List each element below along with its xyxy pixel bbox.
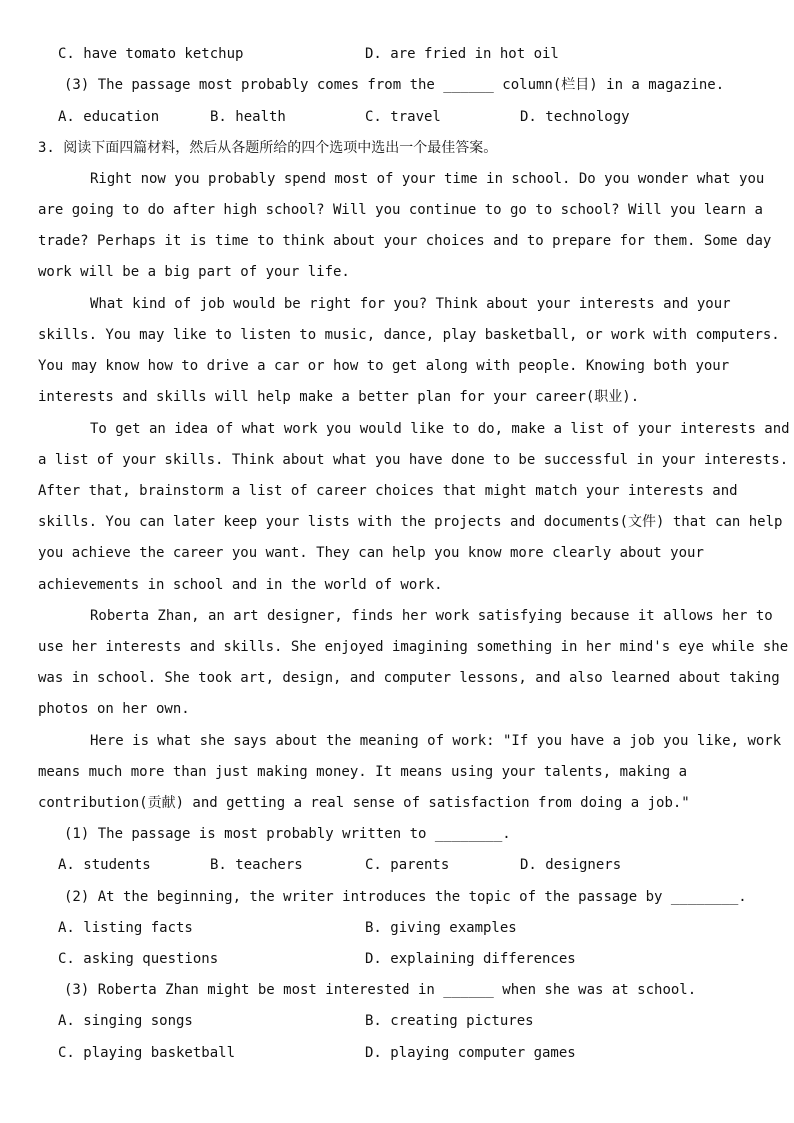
question-3-option-d: D. playing computer games [365, 1045, 576, 1061]
passage-line: Roberta Zhan, an art designer, finds her work satisfying because it allows her to [90, 608, 773, 624]
passage-line: a list of your skills. Think about what you have done to be successful in your interests. [38, 452, 789, 468]
question-1-option-c: C. parents [365, 857, 450, 873]
passage-line: Here is what she says about the meaning of work: "If you have a job you like, work [90, 733, 782, 749]
passage-line: Right now you probably spend most of your time in school. Do you wonder what you [90, 171, 765, 187]
prev-q3-option-a: A. education [58, 109, 160, 125]
passage-line: To get an idea of what work you would like to do, make a list of your interests and [90, 421, 790, 437]
passage-line: use her interests and skills. She enjoyed imagining something in her mind's eye while she [38, 639, 789, 655]
question-2-option-a: A. listing facts [58, 920, 193, 936]
passage-line: are going to do after high school? Will you continue to go to school? Will you learn a [38, 202, 763, 218]
question-3-option-b: B. creating pictures [365, 1013, 534, 1029]
passage-line: was in school. She took art, design, and computer lessons, and also learned about taking [38, 670, 780, 686]
passage-line: skills. You can later keep your lists with the projects and documents(文件) that can help [38, 514, 783, 530]
prev-q2-option-d: D. are fried in hot oil [365, 46, 559, 62]
prev-q3-option-c: C. travel [365, 109, 441, 125]
prev-q3-option-d: D. technology [520, 109, 630, 125]
passage-line: means much more than just making money. It means using your talents, making a [38, 764, 688, 780]
passage-line: After that, brainstorm a list of career choices that might match your interests and [38, 483, 738, 499]
question-1-option-a: A. students [58, 857, 151, 873]
question-2-option-d: D. explaining differences [365, 951, 576, 967]
passage-line: contribution(贡献) and getting a real sense of satisfaction from doing a job." [38, 795, 690, 811]
question-2-option-b: B. giving examples [365, 920, 517, 936]
question-3-option-a: A. singing songs [58, 1013, 193, 1029]
passage-line: What kind of job would be right for you? Think about your interests and your [90, 296, 731, 312]
question-1-option-d: D. designers [520, 857, 622, 873]
question-3-option-c: C. playing basketball [58, 1045, 236, 1061]
passage-line: work will be a big part of your life. [38, 264, 350, 280]
question-3-stem: (3) Roberta Zhan might be most interested in ______ when she was at school. [64, 982, 697, 998]
question-2-stem: (2) At the beginning, the writer introduces the topic of the passage by ________. [64, 889, 747, 905]
question-1-stem: (1) The passage is most probably written to ________. [64, 826, 511, 842]
question-1-option-b: B. teachers [210, 857, 303, 873]
section-instruction: 3. 阅读下面四篇材料，然后从各题所给的四个选项中选出一个最佳答案。 [38, 140, 498, 156]
prev-q3-option-b: B. health [210, 109, 286, 125]
passage-line: achievements in school and in the world of work. [38, 577, 443, 593]
prev-q2-option-c: C. have tomato ketchup [58, 46, 244, 62]
passage-line: you achieve the career you want. They can help you know more clearly about your [38, 545, 704, 561]
question-2-option-c: C. asking questions [58, 951, 219, 967]
passage-line: interests and skills will help make a better plan for your career(职业). [38, 389, 640, 405]
passage-line: photos on her own. [38, 701, 190, 717]
passage-line: skills. You may like to listen to music, dance, play basketball, or work with computers. [38, 327, 780, 343]
prev-q3-stem: (3) The passage most probably comes from the ______ column(栏目) in a magazine. [64, 77, 725, 93]
passage-line: trade? Perhaps it is time to think about your choices and to prepare for them. Some day [38, 233, 772, 249]
passage-line: You may know how to drive a car or how to get along with people. Knowing both your [38, 358, 730, 374]
